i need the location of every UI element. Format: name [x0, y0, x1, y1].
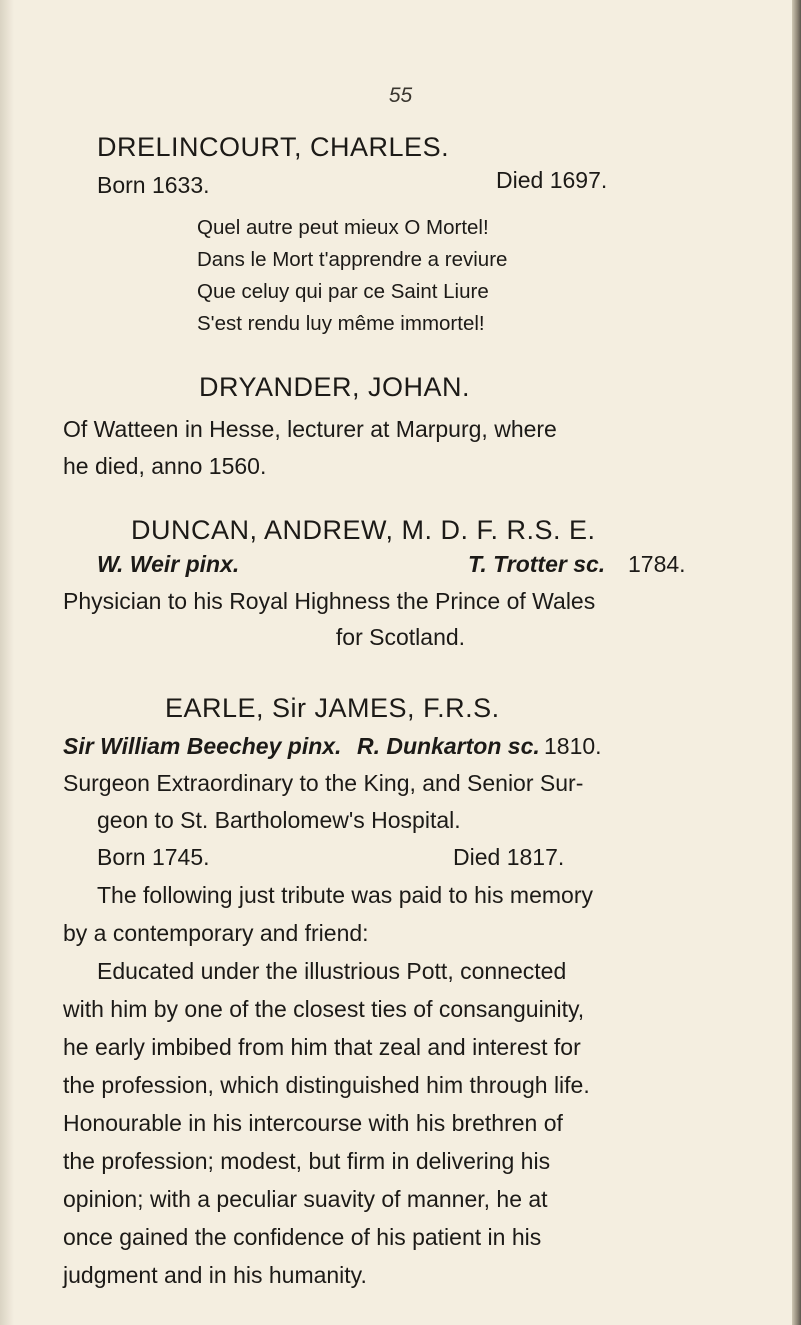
entry-heading-earle: EARLE, Sir JAMES, F.R.S. — [165, 693, 500, 723]
tribute-line: the profession, which distinguished him through life. — [63, 1072, 590, 1098]
tribute-line: with him by one of the closest ties of consanguinity, — [63, 996, 585, 1022]
tribute-line: by a contemporary and friend: — [63, 920, 369, 946]
page-edge — [792, 0, 801, 1325]
entry-heading-dryander: DRYANDER, JOHAN. — [199, 372, 471, 402]
painter-credit-earle: Sir William Beechey pinx. — [63, 733, 342, 759]
engraver-credit-earle: R. Dunkarton sc. — [357, 733, 540, 759]
tribute-line: once gained the confidence of his patient in his — [63, 1224, 542, 1250]
born-earle: Born 1745. — [97, 844, 210, 870]
died-drelincourt: Died 1697. — [496, 167, 608, 193]
died-earle: Died 1817. — [453, 844, 565, 870]
entry-text-line: Surgeon Extraordinary to the King, and Senior Sur- — [63, 770, 584, 796]
verse-line: Que celuy qui par ce Saint Liure — [197, 280, 489, 303]
engraver-credit-duncan: T. Trotter sc. — [468, 551, 606, 577]
verse-line: S'est rendu luy même immortel! — [197, 312, 485, 335]
engraver-year-earle: 1810. — [544, 733, 602, 759]
tribute-line: Educated under the illustrious Pott, connected — [97, 958, 567, 984]
tribute-line: he early imbibed from him that zeal and interest for — [63, 1034, 581, 1060]
tribute-line: the profession; modest, but firm in delivering his — [63, 1148, 551, 1174]
verse-line: Quel autre peut mieux O Mortel! — [197, 216, 489, 239]
tribute-line: The following just tribute was paid to his memory — [97, 882, 593, 908]
tribute-line: judgment and in his humanity. — [63, 1262, 367, 1288]
entry-text-line: Of Watteen in Hesse, lecturer at Marpurg, where — [63, 416, 557, 442]
entry-heading-drelincourt: DRELINCOURT, CHARLES. — [97, 132, 450, 162]
tribute-line: opinion; with a peculiar suavity of manner, he at — [63, 1186, 548, 1212]
page-number: 55 — [388, 84, 413, 107]
painter-credit-duncan: W. Weir pinx. — [97, 551, 240, 577]
engraver-year-duncan: 1784. — [628, 551, 686, 577]
entry-heading-duncan: DUNCAN, ANDREW, M. D. F. R.S. E. — [131, 515, 596, 545]
entry-text-line: he died, anno 1560. — [63, 453, 267, 479]
entry-text-line: for Scotland. — [335, 624, 466, 650]
born-drelincourt: Born 1633. — [97, 172, 210, 198]
verse-line: Dans le Mort t'apprendre a reviure — [197, 248, 508, 271]
page-shadow — [0, 0, 14, 1325]
tribute-line: Honourable in his intercourse with his brethren of — [63, 1110, 563, 1136]
entry-text-line: geon to St. Bartholomew's Hospital. — [97, 807, 461, 833]
entry-text-line: Physician to his Royal Highness the Prince of Wales — [63, 588, 596, 614]
